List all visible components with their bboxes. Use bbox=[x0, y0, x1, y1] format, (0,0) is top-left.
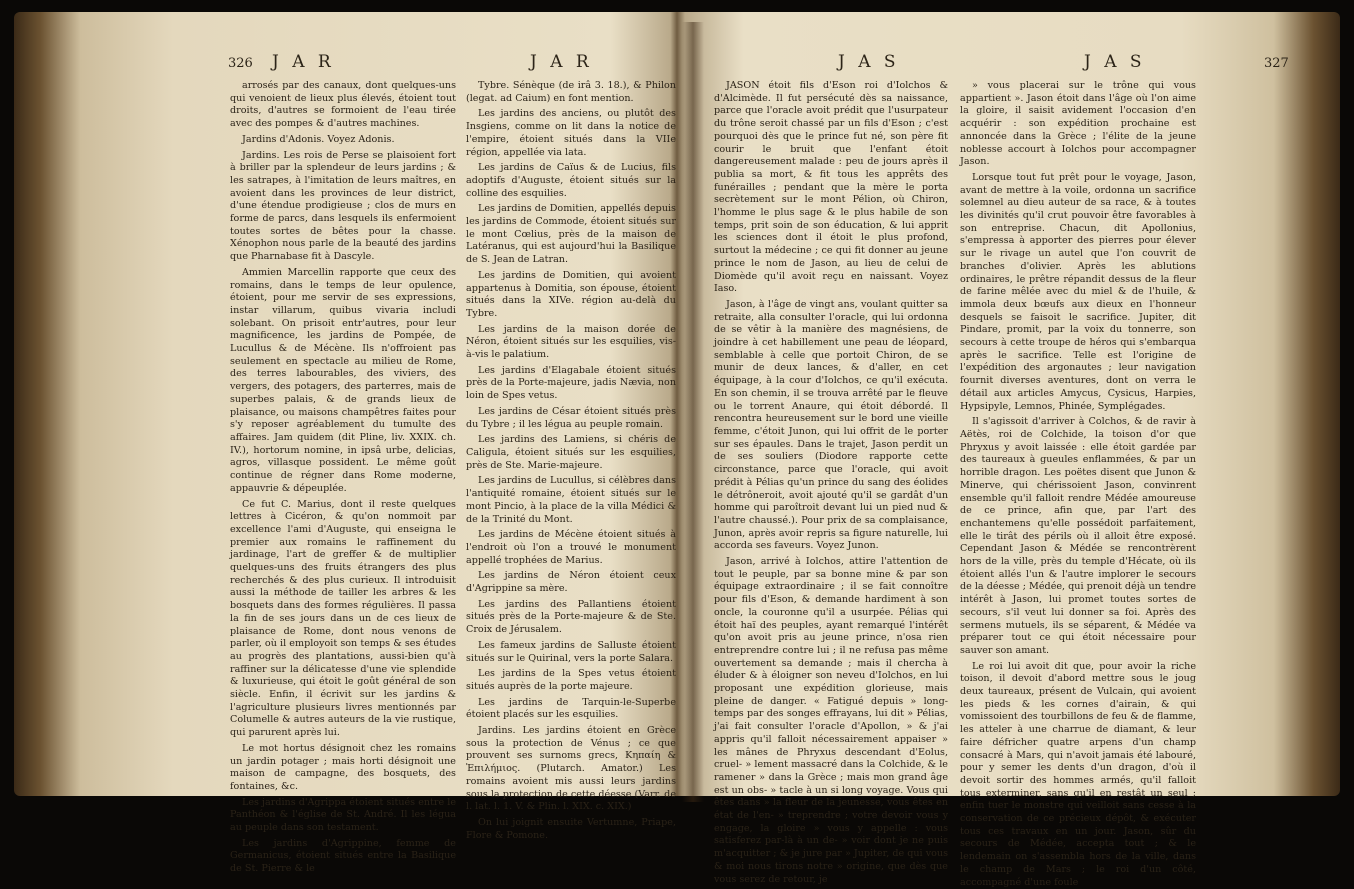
paragraph: Jardins d'Adonis. Voyez Adonis. bbox=[242, 133, 395, 145]
paragraph: Les jardins de Lucullus, si célèbres dans l'antiquité romaine, étoient situés sur le mont Pincio, à la place de la villa Médici & de la Trinité du Mont. bbox=[466, 475, 676, 525]
paragraph: Les jardins des Pallantiens étoient situés près de la Porte-majeure & de Ste. Croix de Jérusalem. bbox=[466, 598, 676, 636]
running-head-right-col2: J A S bbox=[1084, 52, 1146, 72]
paragraph: On lui joignit ensuite Vertumne, Priape, Flore & Pomone. bbox=[466, 816, 676, 841]
paragraph: Les jardins de la Spes vetus étoient situés auprès de la porte majeure. bbox=[466, 668, 676, 692]
running-head-right-col1: J A S bbox=[838, 52, 900, 72]
left-column-1 bbox=[230, 80, 456, 875]
paragraph: Les jardins de César étoient situés près du Tybre ; il les légua au peuple romain. bbox=[466, 405, 676, 430]
paragraph: Les jardins des Lamiens, si chéris de Caligula, étoient situés sur les esquilies, près de Ste. Marie-majeure. bbox=[466, 434, 676, 471]
right-column-1 bbox=[714, 80, 948, 885]
paragraph: Le roi lui avoit dit que, pour avoir la riche toison, il devoit d'abord mettre sous le joug deux taureaux, présent de Vulcain, qui avoient les pieds & les cornes d'airain, & qui vomissoient des tourbillons de feu & de flamme, les atteler à une charrue de diamant, & leur faire défricher quatre arpens d'un champ consacré à Mars, qui n'avoit jamais été labouré, pour y semer les dents d'un dragon, d'où il devoit sortir des hommes armés, qu'il falloit tous exterminer, sans qu'il en restât un seul ; enfin tuer le monstre qui veilloit sans cesse à la conservation de ce précieux dépôt, & exécuter tous ces travaux en un jour. Jason, sûr du secours de Médée, accepta tout ; & le lendemain on s'assembla hors de la ville, dans le champ de Mars ; le roi d'un côté, accompagné d'une foule bbox=[960, 660, 1196, 888]
book-gutter bbox=[682, 22, 704, 802]
paragraph: Les jardins de Domitien, appellés depuis les jardins de Commode, étoient situés sur le mont Cœlius, près de la maison de Latéranus, qui est aujourd'hui la Basilique de S. Jean de Latran. bbox=[466, 203, 676, 266]
paragraph: Jardins. Les rois de Perse se plaisoient fort à briller par la splendeur de leurs jardins ; & les satrapes, à l'imitation de leurs maîtres, en avoient dans les provinces de leur district, d'une étendue prodigieuse ; clos de murs en forme de parcs, dans lesquels ils enfermoient toutes sortes de bêtes pour la chasse. Xénophon nous parle de la beauté des jardins que Pharnabase fit à Dascyle. bbox=[230, 149, 456, 263]
page-number-left: 326 bbox=[228, 56, 253, 71]
right-column-2 bbox=[960, 80, 1197, 888]
paragraph: arrosés par des canaux, dont quelques-uns qui venoient de lieux plus élevés, étoient tout droits, d'autres se formoient de l'eau tirée avec des pompes & d'autres machines. bbox=[230, 80, 456, 130]
paragraph: Les jardins de Néron étoient ceux d'Agrippine sa mère. bbox=[466, 570, 676, 595]
paragraph: Les jardins de Caïus & de Lucius, fils adoptifs d'Auguste, étoient situés sur la colline des esquilies. bbox=[466, 162, 676, 199]
running-head-left-col2: J A R bbox=[530, 52, 593, 72]
paragraph: Les jardins des anciens, ou plutôt des Insgiens, comme on lit dans la notice de l'empire, étoient situés dans la VIIe région, appellée via lata. bbox=[466, 108, 676, 158]
paragraph: Les jardins de Tarquin-le-Superbe étoient placés sur les esquilies. bbox=[466, 696, 676, 721]
paragraph: Jason, à l'âge de vingt ans, voulant quitter sa retraite, alla consulter l'oracle, qui lui ordonna de se vêtir à la manière des magnésiens, de joindre à cet habillement une peau de léopard, semblable à celle que portoit Chiron, de se munir de deux lances, & d'aller, en cet équipage, à la cour d'Iolchos, ce qu'il exécuta. En son chemin, il se trouva arrêté par le fleuve ou le torrent Anaure, qui étoit débordé. Il rencontra heureusement sur le bord une vieille femme, c'étoit Junon, qui lui offrit de le porter sur ses épaules. Dans le trajet, Jason perdit un de ses souliers (Diodore rapporte cette circonstance, parce que l'oracle, qui avoit prédit à Pélias qu'un prince du sang des éolides le détrôneroit, avoit ajouté qu'il se gardât d'un homme qui paroîtroit devant lui un pied nud & l'autre chaussé.). Pour prix de sa complaisance, Junon, après avoir repris sa figure naturelle, lui accorda ses faveurs. Voyez Junon. bbox=[714, 298, 948, 552]
paragraph: Les fameux jardins de Salluste étoient situés sur le Quirinal, vers la porte Salara. bbox=[466, 639, 676, 664]
paragraph: Le mot hortus désignoit chez les romains un jardin potager ; mais horti désignoit une maison de campagne, des bosquets, des fontaines, &c. bbox=[230, 742, 456, 792]
paragraph: Les jardins d'Agrippa étoient situés entre le Panthéon & l'église de St. André. Il les légua au peuple dans son testament. bbox=[230, 796, 456, 834]
paragraph: Les jardins de Domitien, qui avoient appartenus à Domitia, son épouse, étoient situés dans la XIVe. région au-delà du Tybre. bbox=[466, 269, 676, 319]
paragraph: Tybre. Sénèque (de irâ 3. 18.), & Philon (legat. ad Caium) en font mention. bbox=[466, 80, 676, 104]
paragraph: Lorsque tout fut prêt pour le voyage, Jason, avant de mettre à la voile, ordonna un sacrifice solemnel au dieu auteur de sa race, & à toutes les divinités qu'il crut pouvoir être favorables à son entreprise. Chacun, dit Apollonius, s'empressa à apporter des pierres pour élever sur le rivage un autel que l'on couvrit de branches d'olivier. Après les ablutions ordinaires, le prêtre répandit dessus de la fleur de farine mêlée avec du miel & de l'huile, & immola deux bœufs aux dieux en l'honneur desquels se faisoit le sacrifice. Jupiter, dit Pindare, promit, par la voix du tonnerre, son secours à cette troupe de héros qui s'embarqua après le sacrifice. Telle est l'origine de l'expédition des argonautes ; leur navigation fournit diverses aventures, dont on verra le détail aux articles Amycus, Cysicus, Harpies, Hypsipyle, Lemnos, Phinée, Symplégades. bbox=[960, 171, 1196, 412]
left-column-2 bbox=[466, 80, 676, 841]
paragraph: » vous placerai sur le trône qui vous appartient ». Jason étoit dans l'âge où l'on aime la gloire, il saisit avidement l'occasion d'en acquérir : son expédition prochaine est annoncée dans la Grèce ; l'élite de la jeune noblesse accourt à Iolchos pour accompagner Jason. bbox=[960, 80, 1196, 168]
paragraph: Les jardins d'Elagabale étoient situés près de la Porte-majeure, jadis Nævia, non loin de Spes vetus. bbox=[466, 364, 676, 402]
paragraph: Ammien Marcellin rapporte que ceux des romains, dans le temps de leur opulence, étoient, pour me servir de ses expressions, instar villarum, quibus vivaria includi solebant. On prisoit entr'autres, pour leur magnificence, les jardins de Pompée, de Lucullus & de Mécène. Ils n'offroient pas seulement en spectacle au milieu de Rome, des terres labourables, des viviers, des vergers, des potagers, des parterres, mais de superbes palais, & de grands lieux de plaisance, ou maisons champêtres faites pour s'y reposer agréablement du tumulte des affaires. Jam quidem (dit Pline, liv. XXIX. ch. IV.), hortorum nomine, in ipsâ urbe, delicias, agros, villasque possident. Le même goût continue de régner dans Rome moderne, appauvrie & dépeuplée. bbox=[230, 266, 456, 494]
page-number-right: 327 bbox=[1264, 56, 1289, 71]
paragraph: Jason, arrivé à Iolchos, attire l'attention de tout le peuple, par sa bonne mine & par son équipage extraordinaire ; il se fait connoître pour fils d'Eson, & demande hardiment à son oncle, la couronne qu'il a usurpée. Pélias qui étoit haï des peuples, ayant remarqué l'intérêt qu'on avoit pris au jeune prince, n'osa rien entreprendre contre lui ; il ne refusa pas même ouvertement sa demande ; mais il chercha à éluder & à éloigner son neveu d'Iolchos, en lui proposant une expédition glorieuse, mais pleine de danger. « Fatigué depuis » long-temps par des songes effrayans, lui dit » Pélias, j'ai fait consulter l'oracle d'Apollon, » & j'ai appris qu'il falloit nécessairement appaiser » les mânes de Phryxus descendant d'Eolus, cruel- » lement massacré dans la Colchide, & le ramener » dans la Grèce ; mais mon grand âge est un obs- » tacle à un si long voyage. Vous qui êtes dans » la fleur de la jeunesse, vous êtes en état de l'en- » treprendre ; votre devoir vous y engage, la gloire » vous y appelle : vous satisferez par-là à un de- » voir dont je ne puis m'acquitter ; & je jure par » Jupiter, de qui vous & moi nous tirons notre » origine, que dès que vous serez de retour, je bbox=[714, 556, 948, 885]
paragraph: Ce fut C. Marius, dont il reste quelques lettres à Cicéron, & qu'on nommoit par excellence l'ami d'Auguste, qui enseigna le premier aux romains le raffinement du jardinage, l'art de greffer & de multiplier quelques-uns des fruits étrangers des plus recherchés & des plus curieux. Il introduisit aussi la méthode de tailler les arbres & les bosquets dans des formes régulières. Il passa la fin de ses jours dans un de ces lieux de plaisance de Rome, dont nous venons de parler, où il employoit son temps & ses études au progrès des plantations, aussi-bien qu'à raffiner sur la délicatesse d'une vie splendide & luxurieuse, qui étoit le goût général de son siècle. Enfin, il écrivit sur les jardins & l'agriculture plusieurs livres mentionnés par Columelle & autres auteurs de la vie rustique, qui parurent après lui. bbox=[230, 498, 456, 739]
paragraph: JASON étoit fils d'Eson roi d'Iolchos & d'Alcimède. Il fut persécuté dès sa naissance, parce que l'oracle avoit prédit que l'usurpateur du trône seroit chassé par un fils d'Eson ; c'est pourquoi dès que le prince fut né, son père fit courir le bruit que l'enfant étoit dangereusement malade : peu de jours après il publia sa mort, & fit tous les apprêts des funérailles ; pendant que la mère le porta secrètement sur le mont Pélion, où Chiron, l'homme le plus sage & le plus habile de son temps, prit soin de son éducation, & lui apprit les sciences dont il étoit le plus profond, surtout la médecine ; ce qui fit donner au jeune prince le nom de Jason, au lieu de celui de Diomède qu'il avoit reçu en naissant. Voyez Iaso. bbox=[714, 80, 948, 295]
paragraph: Jardins. Les jardins étoient en Grèce sous la protection de Vénus ; ce que prouvent ses surnoms grecs, Κηπαίη & Ἐπιλήμιος. (Plutarch. Amator.) Les romains avoient mis aussi leurs jardins sous la protection de cette déesse (Varr. de l. lat. l. 1. V. & Plin. l. XIX. c. XIX.) bbox=[466, 725, 676, 813]
running-head-left-col1: J A R bbox=[272, 52, 335, 72]
paragraph: Il s'agissoit d'arriver à Colchos, & de ravir à Aëtès, roi de Colchide, la toison d'or que Phryxus y avoit laissée : elle étoit gardée par des taureaux à gueules enflammées, & par un horrible dragon. Les poëtes disent que Junon & Minerve, qui chérissoient Jason, convinrent ensemble qu'il falloit rendre Médée amoureuse de ce prince, afin que, par l'art des enchantemens qu'elle possédoit parfaitement, elle le tirât des périls où il alloit être exposé. Cependant Jason & Médée se rencontrèrent hors de la ville, près du temple d'Hécate, où ils étoient allés l'un & l'autre implorer le secours de la déesse ; Médée, qui prenoit déjà un tendre intérêt à Jason, lui promet toutes sortes de secours, s'il veut lui donner sa foi. Après des sermens mutuels, ils se séparent, & Médée va préparer tout ce qui étoit nécessaire pour sauver son amant. bbox=[960, 416, 1197, 656]
open-book bbox=[14, 12, 1340, 888]
paragraph: Les jardins de Mécène étoient situés à l'endroit où l'on a trouvé le monument appellé trophées de Marius. bbox=[466, 529, 676, 566]
paragraph: Les jardins de la maison dorée de Néron, étoient situés sur les esquilies, vis-à-vis le palatium. bbox=[466, 323, 676, 361]
paragraph: Les jardins d'Agrippine, femme de Germanicus, étoient situés entre la Basilique de St. Pierre & le bbox=[230, 837, 456, 875]
